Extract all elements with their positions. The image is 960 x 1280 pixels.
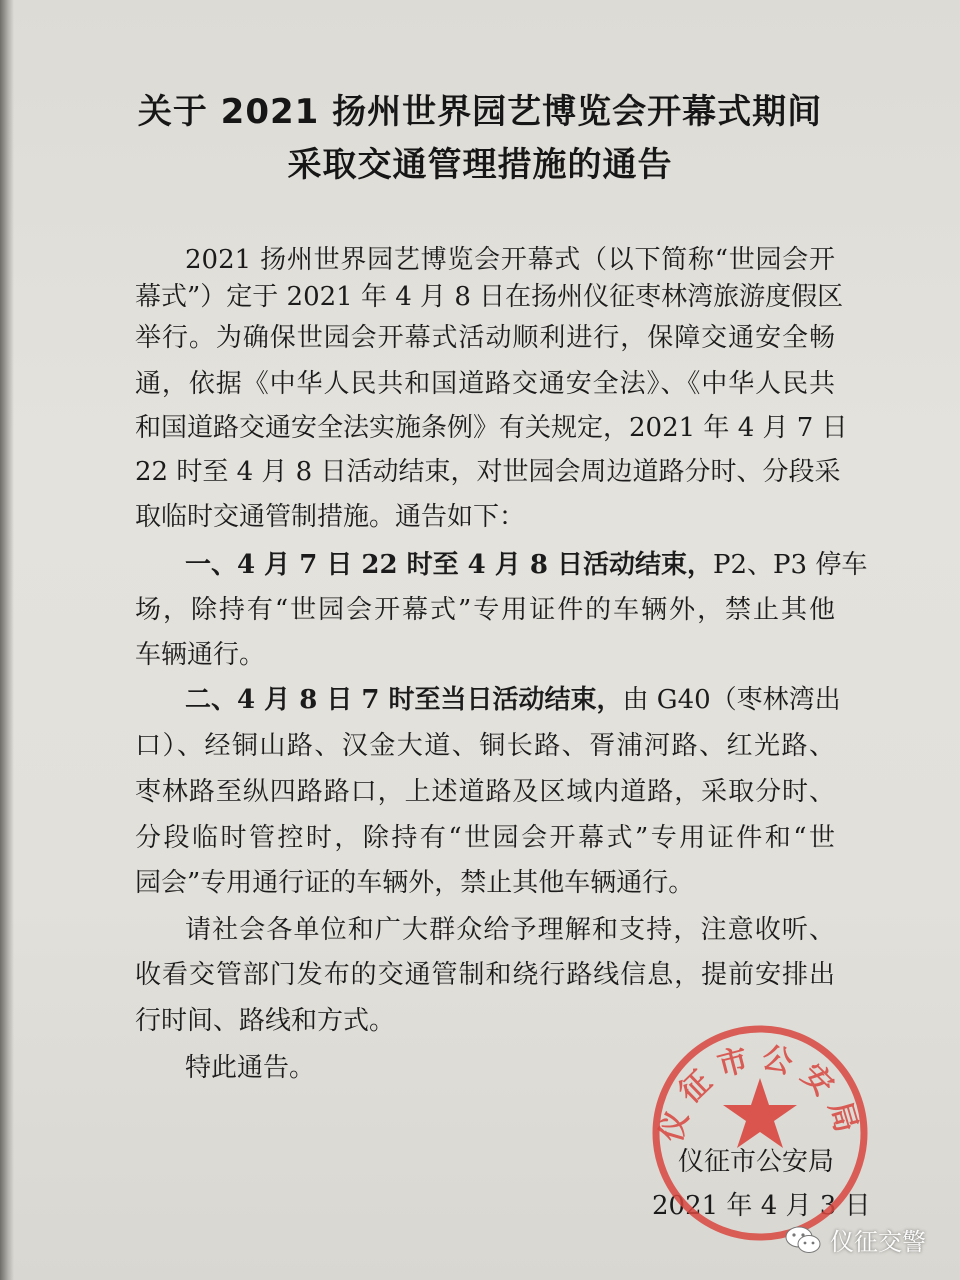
body-text-line: 取临时交通管制措施。通告如下： — [135, 502, 526, 532]
official-seal-stamp — [645, 1018, 875, 1248]
seal-star-icon — [723, 1078, 797, 1148]
body-text-line: 2021 扬州世界园艺博览会开幕式（以下简称“世园会开 — [185, 245, 835, 275]
body-text-line: 园会”专用通行证的车辆外，禁止其他车辆通行。 — [135, 868, 695, 898]
wechat-watermark — [784, 1222, 926, 1257]
item-1-lead: P2、P3 停车 — [713, 550, 868, 580]
item-1-time-range: 一、4 月 7 日 22 时至 4 月 8 日活动结束， — [185, 550, 714, 580]
body-text-line: 通，依据《中华人民共和国道路交通安全法》、《中华人民共 — [135, 369, 835, 399]
item-1-first-line — [185, 545, 868, 585]
body-text-line: 和国道路交通安全法实施条例》有关规定，2021 年 4 月 7 日 — [135, 413, 848, 443]
title-line-1: 关于 2021 扬州世界园艺博览会开幕式期间 — [137, 92, 823, 132]
paper-edge-shadow — [0, 0, 14, 1280]
body-text-line: 场，除持有“世园会开幕式”专用证件的车辆外，禁止其他 — [135, 595, 835, 625]
svg-text:仪征市公安局: 仪征市公安局 — [653, 1039, 867, 1146]
item-2-lead: 由 G40（枣林湾出 — [622, 685, 841, 715]
title-line-2: 采取交通管理措施的通告 — [287, 145, 673, 185]
body-text-line: 分段临时管控时，除持有“世园会开幕式”专用证件和“世 — [135, 823, 835, 853]
signing-date: 2021 年 4 月 3 日 — [652, 1191, 871, 1221]
item-2-time-range: 二、4 月 8 日 7 时至当日活动结束， — [185, 685, 623, 715]
body-text-line: 收看交管部门发布的交通管制和绕行路线信息，提前安排出 — [135, 960, 835, 990]
body-text-line: 请社会各单位和广大群众给予理解和支持，注意收听、 — [185, 915, 835, 945]
body-text-line: 口）、经铜山路、汉金大道、铜长路、胥浦河路、红光路、 — [135, 731, 835, 761]
body-text-line: 行时间、路线和方式。 — [135, 1006, 396, 1036]
item-2-first-line — [185, 680, 841, 720]
signing-authority: 仪征市公安局 — [678, 1147, 835, 1177]
watermark-text: 仪征交警 — [830, 1228, 926, 1256]
body-text-line: 枣林路至纵四路路口，上述道路及区域内道路，采取分时、 — [135, 777, 835, 807]
body-text-line: 车辆通行。 — [135, 640, 266, 670]
wechat-icon — [784, 1225, 822, 1255]
closing-line: 特此通告。 — [185, 1053, 316, 1083]
body-text-line: 22 时至 4 月 8 日活动结束，对世园会周边道路分时、分段采 — [135, 457, 841, 487]
body-text-line: 幕式”）定于 2021 年 4 月 8 日在扬州仪征枣林湾旅游度假区 — [135, 282, 844, 312]
body-text-line: 举行。为确保世园会开幕式活动顺利进行，保障交通安全畅 — [135, 323, 835, 353]
